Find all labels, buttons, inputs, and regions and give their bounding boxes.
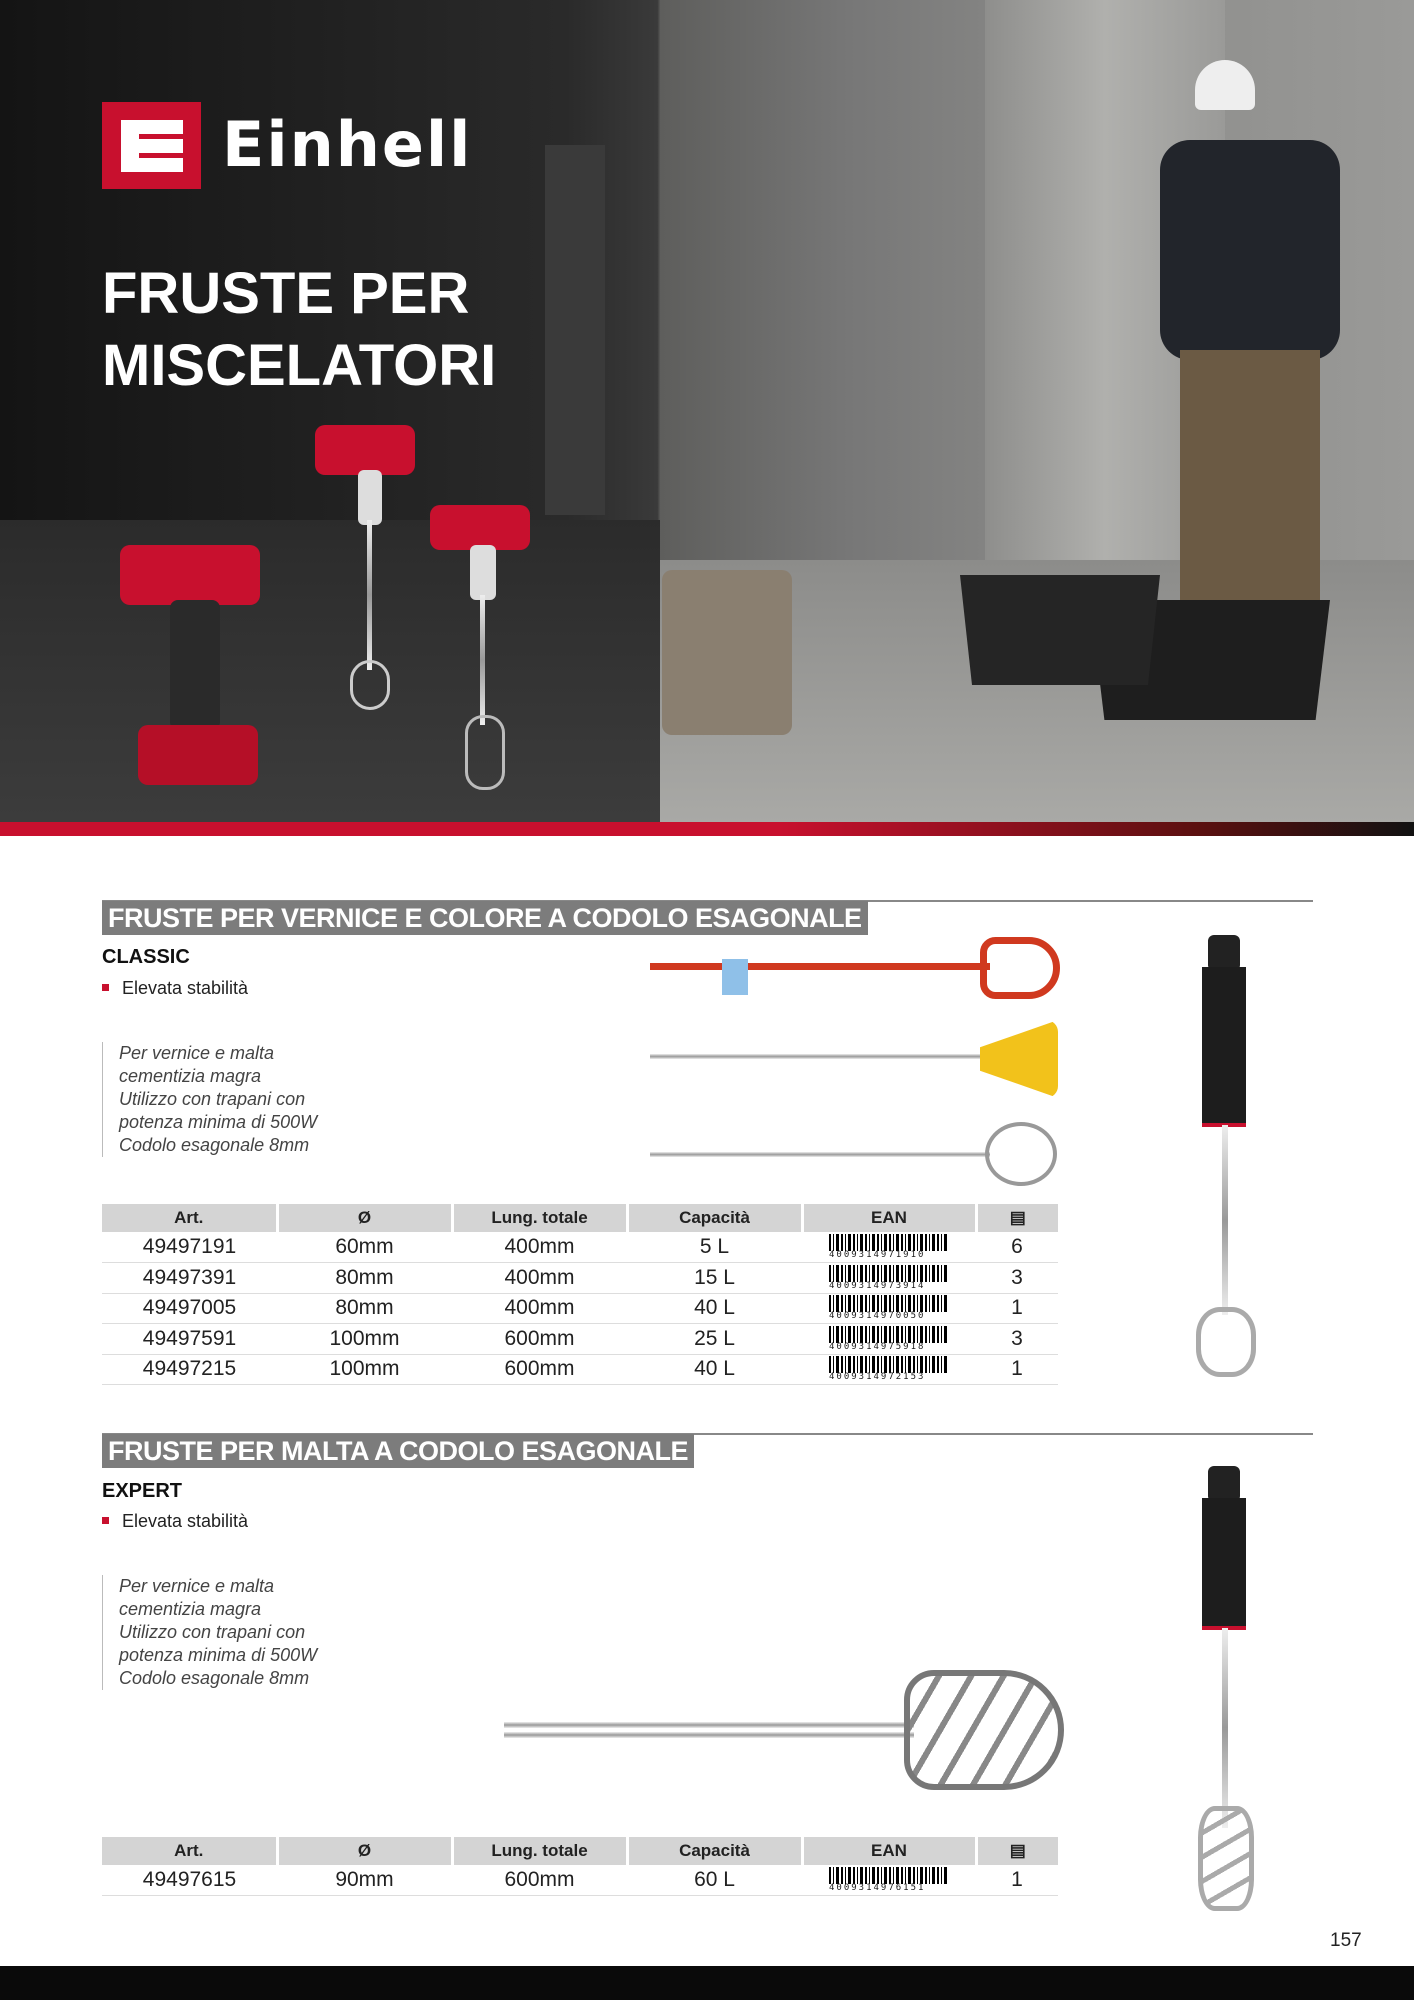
- ean-barcode: [802, 1263, 976, 1294]
- barcode-bars: [829, 1356, 949, 1373]
- length: 400mm: [452, 1263, 627, 1294]
- table-row: [102, 1865, 1058, 1896]
- pack-quantity: 1: [976, 1293, 1058, 1324]
- variant-name: CLASSIC: [102, 946, 190, 968]
- packaged-whisk-image: [1186, 935, 1266, 1380]
- package-icon: ▤: [976, 1837, 1058, 1865]
- einhell-logo-mark: [102, 102, 201, 189]
- section-title: FRUSTE PER MALTA A CODOLO ESAGONALE: [102, 1434, 694, 1468]
- hero-title-line: FRUSTE PER: [102, 261, 470, 326]
- red-whisk-image: [650, 937, 1062, 1012]
- hero-doorway: [545, 145, 605, 515]
- table-row: [102, 1324, 1058, 1355]
- art-number: 49497191: [102, 1232, 277, 1263]
- ean-digits: 4009314973914: [829, 1280, 926, 1291]
- col-ean: EAN: [802, 1204, 976, 1232]
- art-number: 49497005: [102, 1293, 277, 1324]
- feature-text: Elevata stabilità: [122, 978, 249, 998]
- wire-whisk-image: [650, 1120, 1062, 1190]
- barcode: [829, 1356, 949, 1382]
- product-description: [102, 1575, 317, 1690]
- section-title: FRUSTE PER VERNICE E COLORE A CODOLO ESAGONALE: [102, 901, 868, 935]
- bullet-icon: [102, 984, 109, 991]
- diameter: 80mm: [277, 1293, 452, 1324]
- table-header: [102, 1204, 1058, 1232]
- length: 400mm: [452, 1293, 627, 1324]
- desc-line: cementizia magra: [119, 1066, 262, 1086]
- barcode-bars: [829, 1234, 949, 1251]
- desc-line: Utilizzo con trapani con: [119, 1622, 306, 1642]
- cordless-drill: [100, 545, 270, 790]
- art-number: 49497215: [102, 1354, 277, 1385]
- col-capacity: Capacità: [627, 1837, 802, 1865]
- ean-digits: 4009314971910: [829, 1250, 926, 1260]
- desc-line: Per vernice e malta: [119, 1043, 275, 1063]
- diameter: 90mm: [277, 1865, 452, 1896]
- capacity: 40 L: [627, 1354, 802, 1385]
- yellow-whisk-image: [650, 1018, 1062, 1098]
- table-row: [102, 1263, 1058, 1294]
- page-number: 157: [1330, 1930, 1362, 1951]
- product-description: [102, 1042, 317, 1157]
- table-row: [102, 1354, 1058, 1385]
- ean-digits: 4009314972153: [829, 1372, 926, 1383]
- col-ean: EAN: [802, 1837, 976, 1865]
- variant-name: EXPERT: [102, 1480, 183, 1502]
- capacity: 40 L: [627, 1293, 802, 1324]
- barcode: [829, 1295, 949, 1321]
- desc-line: Utilizzo con trapani con: [119, 1089, 306, 1109]
- art-number: 49497591: [102, 1324, 277, 1355]
- barcode: [829, 1867, 949, 1893]
- col-art: Art.: [102, 1837, 277, 1865]
- hero-title: [102, 258, 496, 402]
- bullet-icon: [102, 1517, 109, 1524]
- col-diameter: Ø: [277, 1204, 452, 1232]
- col-length: Lung. totale: [452, 1204, 627, 1232]
- package-icon: ▤: [976, 1204, 1058, 1232]
- ean-barcode: [802, 1232, 976, 1263]
- feature-bullet: [102, 978, 248, 999]
- col-length: Lung. totale: [452, 1837, 627, 1865]
- mixing-tub: [960, 575, 1160, 685]
- col-art: Art.: [102, 1204, 277, 1232]
- product-table-expert: [102, 1837, 1058, 1896]
- pack-quantity: 1: [976, 1865, 1058, 1896]
- barcode: [829, 1265, 949, 1291]
- col-capacity: Capacità: [627, 1204, 802, 1232]
- table-row: [102, 1293, 1058, 1324]
- feature-bullet: [102, 1511, 248, 1532]
- brand-stripe: [0, 822, 1414, 836]
- spiral-whisk-image: [504, 1670, 1064, 1792]
- barcode-bars: [829, 1867, 949, 1884]
- art-number: 49497391: [102, 1263, 277, 1294]
- ean-digits: 4009314976151: [829, 1883, 926, 1893]
- capacity: 15 L: [627, 1263, 802, 1294]
- table-row: [102, 1232, 1058, 1263]
- diameter: 60mm: [277, 1232, 452, 1263]
- ean-digits: 4009314975918: [829, 1341, 926, 1352]
- desc-line: Codolo esagonale 8mm: [119, 1135, 310, 1155]
- capacity: 60 L: [627, 1865, 802, 1896]
- length: 600mm: [452, 1354, 627, 1385]
- paddle-mixer: [315, 420, 425, 720]
- pack-quantity: 1: [976, 1354, 1058, 1385]
- pack-quantity: 3: [976, 1263, 1058, 1294]
- hero-banner: [0, 0, 1414, 822]
- product-table-classic: [102, 1204, 1058, 1385]
- pack-quantity: 6: [976, 1232, 1058, 1263]
- worker-figure: [1160, 60, 1340, 600]
- diameter: 80mm: [277, 1263, 452, 1294]
- packaged-whisk-image: [1186, 1466, 1266, 1912]
- length: 400mm: [452, 1232, 627, 1263]
- desc-line: Codolo esagonale 8mm: [119, 1668, 310, 1688]
- barcode-bars: [829, 1295, 949, 1312]
- barcode-bars: [829, 1326, 949, 1343]
- art-number: 49497615: [102, 1865, 277, 1896]
- length: 600mm: [452, 1324, 627, 1355]
- ean-barcode: [802, 1354, 976, 1385]
- desc-line: Per vernice e malta: [119, 1576, 275, 1596]
- einhell-logo-text: Einhell: [222, 108, 473, 181]
- pack-quantity: 3: [976, 1324, 1058, 1355]
- desc-line: cementizia magra: [119, 1599, 262, 1619]
- paddle-mixer: [430, 500, 540, 800]
- diameter: 100mm: [277, 1324, 452, 1355]
- barcode-bars: [829, 1265, 949, 1282]
- ean-barcode: [802, 1865, 976, 1896]
- hero-title-line: MISCELATORI: [102, 333, 497, 398]
- feature-text: Elevata stabilità: [122, 1511, 249, 1531]
- ean-barcode: [802, 1324, 976, 1355]
- barcode: [829, 1326, 949, 1352]
- table-header: [102, 1837, 1058, 1865]
- diameter: 100mm: [277, 1354, 452, 1385]
- barcode: [829, 1234, 949, 1260]
- col-diameter: Ø: [277, 1837, 452, 1865]
- capacity: 25 L: [627, 1324, 802, 1355]
- capacity: 5 L: [627, 1232, 802, 1263]
- ean-digits: 4009314970050: [829, 1311, 926, 1322]
- desc-line: potenza minima di 500W: [119, 1112, 318, 1132]
- desc-line: potenza minima di 500W: [119, 1645, 318, 1665]
- cement-bag: [662, 570, 792, 735]
- footer-bar: [0, 1966, 1414, 2000]
- length: 600mm: [452, 1865, 627, 1896]
- ean-barcode: [802, 1293, 976, 1324]
